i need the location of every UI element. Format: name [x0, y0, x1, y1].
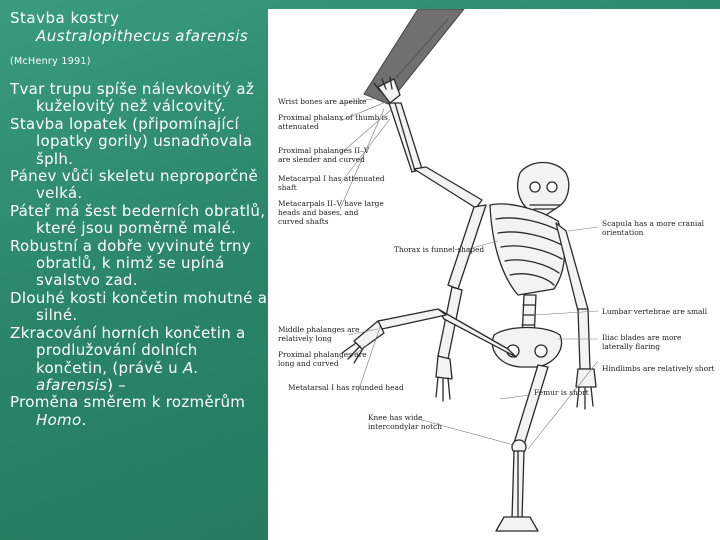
label-knee: Knee has wide intercondylar notch — [368, 413, 442, 432]
label-iliac: Iliac blades are more laterally flaring — [602, 333, 682, 352]
label-metacarpal-i: Metacarpal I has attenuated shaft — [278, 174, 385, 193]
paragraph-homo: Proměna směrem k rozměrům Homo. — [10, 393, 246, 429]
label-scapula: Scapula has a more cranial orientation — [602, 219, 704, 238]
paragraph-limbs: Zkracování horních končetin a prodlužování dolních končetin, (právě u A. afarensis) – — [10, 323, 246, 394]
paragraph-long-bones: Dlouhé kosti končetin mohutné a silné. — [10, 288, 268, 325]
dangling-hand — [436, 356, 452, 379]
skeleton-figure — [268, 9, 720, 540]
skeleton-illustration — [268, 9, 720, 540]
foot — [496, 517, 538, 531]
label-metatarsal: Metatarsal I has rounded head — [288, 383, 404, 392]
label-middle-phalanges: Middle phalanges are relatively long — [278, 325, 360, 344]
femur — [514, 365, 548, 445]
label-proximal-phalanges: Proximal phalanges are long and curved — [278, 350, 367, 369]
raised-shin — [378, 309, 446, 329]
upper-arm-bone — [414, 167, 482, 208]
citation: (McHenry 1991) — [10, 56, 91, 67]
label-proximal-phalanges-ii-v: Proximal phalanges II–V are slender and curved — [278, 146, 370, 165]
label-thorax: Thorax is funnel-shaped — [394, 245, 485, 254]
label-lumbar: Lumbar vertebrae are small — [602, 307, 708, 316]
body-text — [10, 81, 272, 429]
paragraph-spine: Páteř má šest bederních obratlů, které jsou poměrně malé. — [10, 201, 266, 238]
label-femur: Femur is short — [534, 388, 589, 397]
label-hindlimbs: Hindlimbs are relatively short — [602, 364, 715, 373]
paragraph-pelvis: Pánev vůči skeletu neproporčně velká. — [10, 167, 259, 203]
title-line-2: Australopithecus afarensis — [36, 27, 249, 45]
label-metacarpals-ii-v: Metacarpals II–V have large heads and bases, and curved shafts — [278, 199, 384, 227]
paragraph-vertebrae: Robustní a dobře vyvinuté trny obratlů, k nimž se upíná svalstvo zad. — [10, 236, 251, 290]
label-wrist: Wrist bones are apelike — [278, 97, 367, 106]
slide-title — [10, 9, 248, 45]
title-line-1: Stavba kostry — [10, 9, 120, 27]
label-proximal-thumb: Proximal phalanx of thumb is attenuated — [278, 113, 388, 132]
paragraph-scapula: Stavba lopatek (připomínající lopatky gorily) usnadňovala šplh. — [10, 114, 253, 168]
paragraph-trunk: Tvar trupu spíše nálevkovitý až kuželovitý než válcovitý. — [10, 80, 255, 116]
